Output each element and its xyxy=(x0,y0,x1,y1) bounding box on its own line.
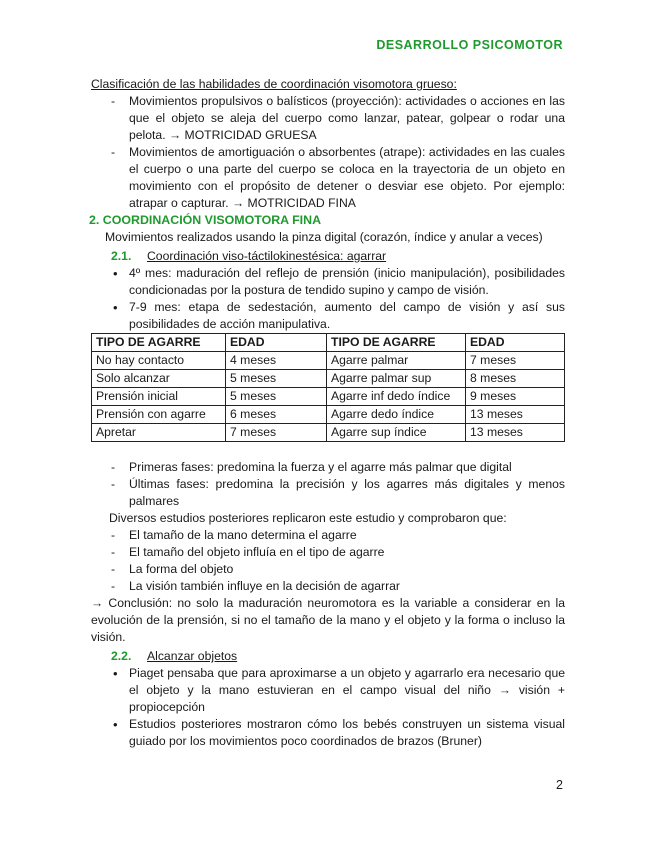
list-item-text: Movimientos propulsivos o balísticos (proyección): actividades o acciones en las que el objeto se aleja del cuerpo como lanzar, patear, golpear o rodar una pelota. → MOTRICIDAD GRUESA xyxy=(129,94,565,142)
page-content xyxy=(91,76,565,750)
table-cell: 5 meses xyxy=(226,370,327,388)
conclusion-paragraph: → Conclusión: no solo la maduración neuromotora es la variable a considerar en la evolución de la prensión, si no el tamaño de la mano y el objeto y la forma o incluso la visión. xyxy=(91,596,565,644)
bullet-text: Piaget pensaba que para aproximarse a un objeto y agarrarlo era necesario que el objeto y la mano estuvieran en el campo visual del niño → visión + propiocepción xyxy=(129,666,565,714)
grip-age-table xyxy=(91,333,565,442)
table-row xyxy=(92,370,565,388)
section-heading xyxy=(91,212,565,229)
table-row xyxy=(92,388,565,406)
list-item-text: Primeras fases: predomina la fuerza y el agarre más palmar que digital xyxy=(129,460,512,474)
bullet-marker: • xyxy=(113,717,118,732)
bullet-item xyxy=(91,265,565,299)
list-item xyxy=(91,544,565,561)
list-item-text: Últimas fases: predomina la precisión y los agarres más digitales y menos palmares xyxy=(129,477,565,508)
column-header: EDAD xyxy=(466,334,565,352)
table-cell: Solo alcanzar xyxy=(92,370,226,388)
list-item xyxy=(91,476,565,510)
page-number: 2 xyxy=(556,778,563,792)
dash-marker: - xyxy=(111,94,116,108)
table-header-row xyxy=(92,334,565,352)
table-cell: Agarre dedo índice xyxy=(327,406,466,424)
table-cell: 13 meses xyxy=(466,406,565,424)
list-item xyxy=(91,459,565,476)
column-header: EDAD xyxy=(226,334,327,352)
bullet-marker: • xyxy=(113,300,118,315)
subsection-title: Coordinación viso-táctilokinestésica: agarrar xyxy=(147,249,387,263)
running-header: DESARROLLO PSICOMOTOR xyxy=(376,38,563,52)
bullet-text: Estudios posteriores mostraron cómo los bebés construyen un sistema visual guiado por los movimientos poco coordinados de brazos (Bruner) xyxy=(129,717,565,748)
list-item xyxy=(91,578,565,595)
bullet-item xyxy=(91,716,565,750)
dash-marker: - xyxy=(111,477,116,491)
table-cell: Agarre palmar xyxy=(327,352,466,370)
column-header: TIPO DE AGARRE xyxy=(92,334,226,352)
list-item-text: La visión también influye en la decisión de agarrar xyxy=(129,579,400,593)
section-description: Movimientos realizados usando la pinza digital (corazón, índice y anular a veces) xyxy=(105,230,543,244)
bullet-text: 4º mes: maduración del reflejo de prensión (inicio manipulación), posibilidades condicionadas por la postura de tendido supino y campo de visión. xyxy=(129,266,565,297)
list-item-text: El tamaño del objeto influía en el tipo de agarre xyxy=(129,545,385,559)
list-item xyxy=(91,527,565,544)
section-title: COORDINACIÓN VISOMOTORA FINA xyxy=(102,213,322,227)
table-cell: 13 meses xyxy=(466,424,565,442)
section-number: 2. xyxy=(89,213,100,227)
table-cell: Agarre inf dedo índice xyxy=(327,388,466,406)
table-row xyxy=(92,352,565,370)
table-cell: Prensión con agarre xyxy=(92,406,226,424)
table-cell: 4 meses xyxy=(226,352,327,370)
list-item xyxy=(91,144,565,212)
list-item xyxy=(91,93,565,144)
table-cell: 9 meses xyxy=(466,388,565,406)
list-item-text: El tamaño de la mano determina el agarre xyxy=(129,528,357,542)
subsection-number: 2.1. xyxy=(111,249,132,263)
intro-heading: Clasificación de las habilidades de coordinación visomotora grueso: xyxy=(91,77,457,91)
table-cell: Apretar xyxy=(92,424,226,442)
table-row xyxy=(92,424,565,442)
bullet-text: 7-9 mes: etapa de sedestación, aumento del campo de visión y así sus posibilidades de acción manipulativa. xyxy=(129,300,565,331)
table-cell: Agarre sup índice xyxy=(327,424,466,442)
dash-marker: - xyxy=(111,528,116,542)
column-header: TIPO DE AGARRE xyxy=(327,334,466,352)
table-cell: 7 meses xyxy=(226,424,327,442)
table-cell: Agarre palmar sup xyxy=(327,370,466,388)
bullet-item xyxy=(91,299,565,333)
table-row xyxy=(92,406,565,424)
subsection-title: Alcanzar objetos xyxy=(147,649,238,663)
list-item-text: Movimientos de amortiguación o absorbentes (atrape): actividades en las cuales el cuerpo o una parte del cuerpo se coloca en la trayectoria de un objeto en movimiento con el propósito de detener o desviar ese objeto. Por ejemplo: atrapar o capturar. → MOTRICIDAD FINA xyxy=(129,145,565,210)
table-cell: 7 meses xyxy=(466,352,565,370)
dash-marker: - xyxy=(111,545,116,559)
spacer xyxy=(91,442,565,459)
subsection-number: 2.2. xyxy=(111,649,132,663)
dash-marker: - xyxy=(111,579,116,593)
bullet-marker: • xyxy=(113,266,118,281)
bullet-item xyxy=(91,665,565,716)
table-cell: No hay contacto xyxy=(92,352,226,370)
studies-intro: Diversos estudios posteriores replicaron este estudio y comprobaron que: xyxy=(109,511,507,525)
table-cell: 5 meses xyxy=(226,388,327,406)
dash-marker: - xyxy=(111,562,116,576)
dash-marker: - xyxy=(111,145,116,159)
table-cell: 6 meses xyxy=(226,406,327,424)
bullet-marker: • xyxy=(113,666,118,681)
dash-marker: - xyxy=(111,460,116,474)
table-cell: 8 meses xyxy=(466,370,565,388)
list-item xyxy=(91,561,565,578)
list-item-text: La forma del objeto xyxy=(129,562,234,576)
subsection-heading xyxy=(91,248,565,265)
table-cell: Prensión inicial xyxy=(92,388,226,406)
subsection-heading xyxy=(91,648,565,665)
